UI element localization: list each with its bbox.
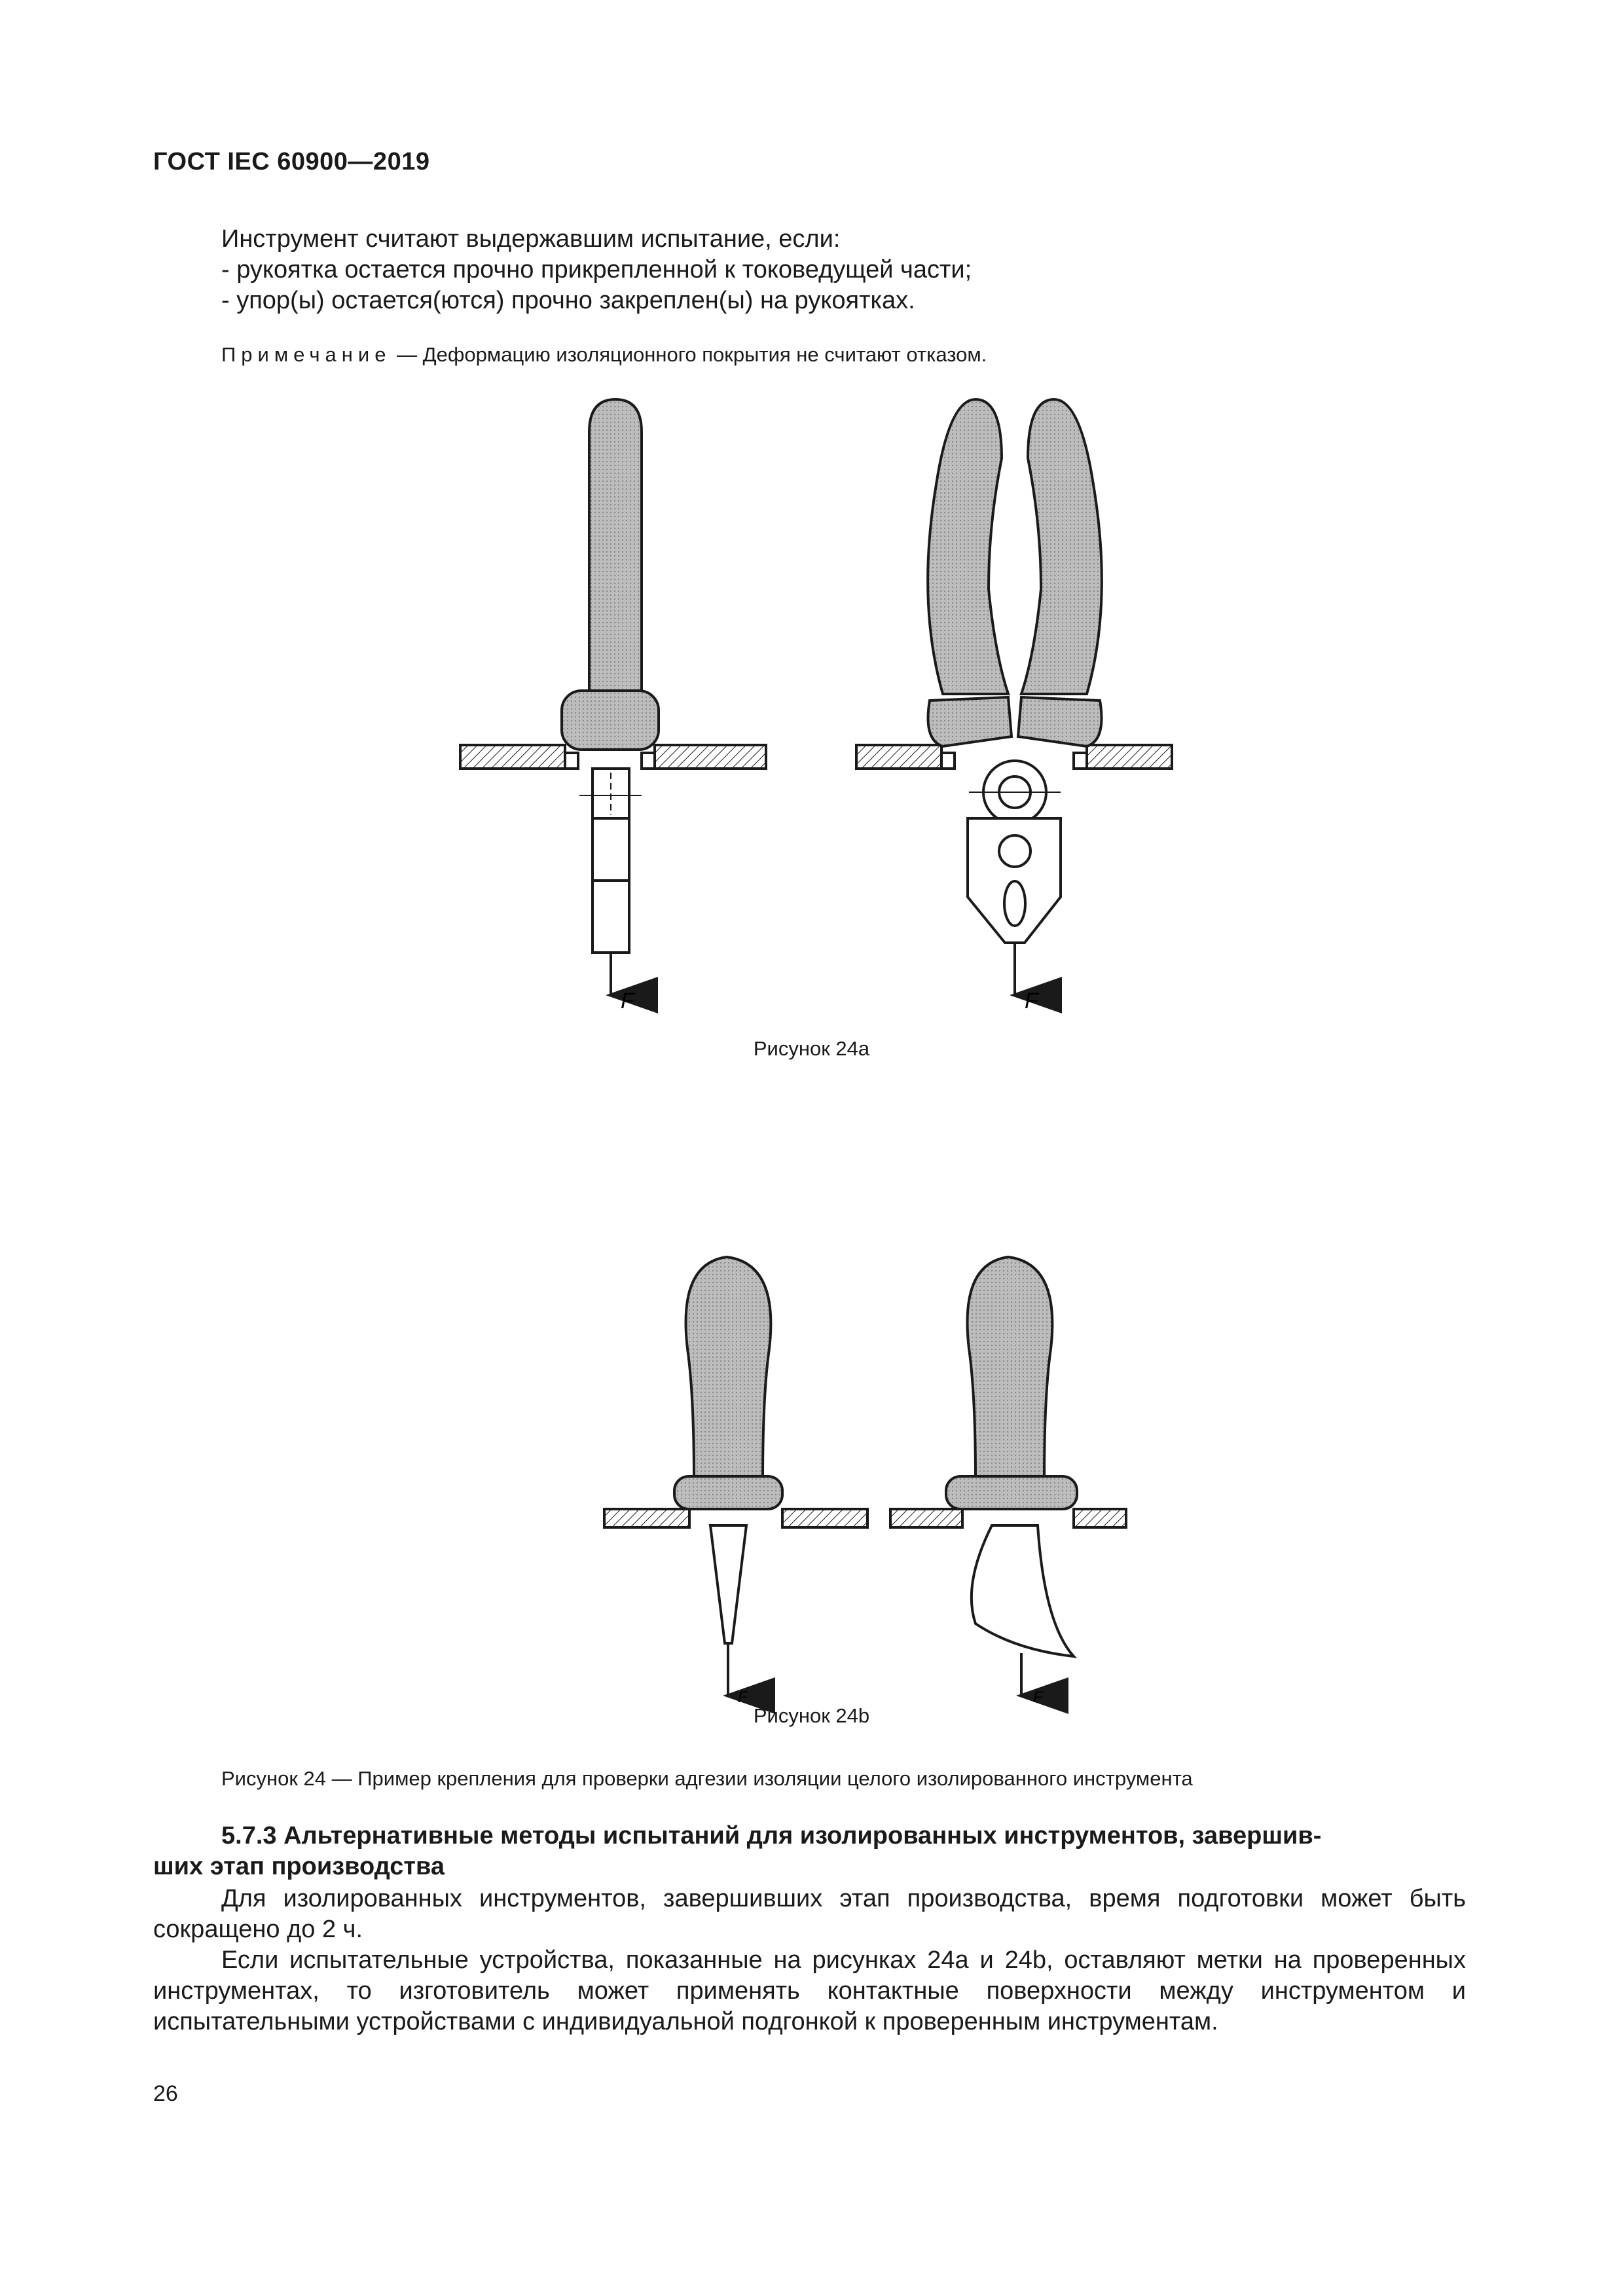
force-label-b2: F [1033, 1688, 1043, 1706]
figure-24b-caption: Рисунок 24b [753, 1704, 870, 1727]
note-text: — Деформацию изоляционного покрытия не считают отказом. [391, 343, 987, 366]
document-header: ГОСТ IEC 60900—2019 [153, 148, 430, 175]
intro-line-1: Инструмент считают выдержавшим испытание, если: [221, 225, 841, 253]
section-paragraph-2: Если испытательные устройства, показанные на рисунках 24а и 24b, оставляют метки на проверенных инструментах, то изготовитель может применять контактные поверхности между инструментом и испытательными устройствами с индивидуальной подгонкой к проверенным инструментам. [153, 1946, 1466, 2035]
force-label-b1: F [738, 1688, 748, 1706]
fig24a-left-tool [460, 399, 766, 995]
force-label-a2: F [1025, 989, 1038, 1013]
note-label: Примечание [221, 343, 392, 366]
page-number: 26 [153, 2081, 178, 2106]
force-label-a1: F [621, 989, 634, 1013]
section-paragraph-1: Для изолированных инструментов, завершивших этап производства, время подготовки может быть сокращено до 2 ч. [153, 1885, 1466, 1943]
figure-24-caption: Рисунок 24 — Пример крепления для проверки адгезии изоляции целого изолированного инструмента [221, 1767, 1193, 1790]
fig24b-right-tool [890, 1257, 1126, 1696]
fig24b-left-tool [604, 1257, 867, 1696]
fig24a-right-tool [856, 399, 1172, 995]
section-title-line-1: 5.7.3 Альтернативные методы испытаний для изолированных инструментов, завершив- [221, 1822, 1322, 1850]
intro-line-3: - упор(ы) остается(ются) прочно закреплен(ы) на рукоятках. [221, 287, 915, 314]
intro-line-2: - рукоятка остается прочно прикрепленной к токоведущей части; [221, 256, 972, 283]
section-title-line-2: ших этап производства [153, 1853, 445, 1880]
figure-24a-caption: Рисунок 24а [753, 1037, 870, 1060]
